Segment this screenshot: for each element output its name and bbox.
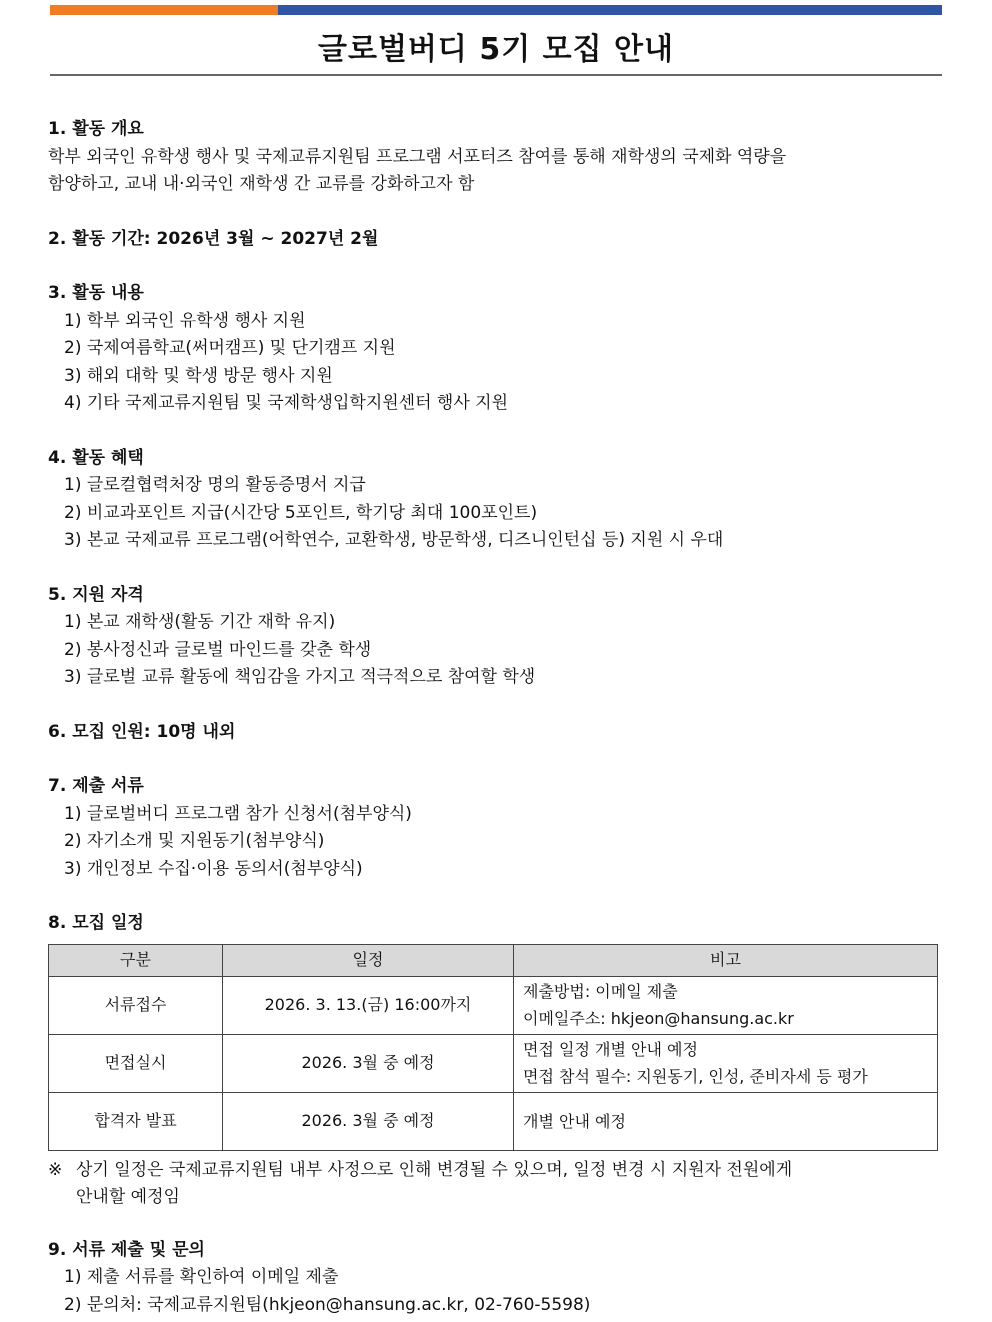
table-row [49, 976, 938, 1034]
column-header-schedule: 일정 [223, 944, 514, 976]
category-cell: 면접실시 [49, 1034, 223, 1092]
table-row [49, 1092, 938, 1150]
list-item: 2) 자기소개 및 지원동기(첨부양식) [64, 831, 325, 851]
section-heading: 1. 활동 개요 [48, 119, 144, 139]
section-heading: 9. 서류 제출 및 문의 [48, 1239, 205, 1260]
list-item: 2) 비교과포인트 지급(시간당 5포인트, 학기당 최대 100포인트) [64, 502, 538, 523]
section-heading: 8. 모집 일정 [48, 913, 144, 933]
note-mark: ※ [48, 1159, 63, 1180]
top-accent-orange [50, 5, 278, 15]
list-item: 2) 문의처: 국제교류지원팀(hkjeon@hansung.ac.kr, 02-760-5598) [64, 1294, 591, 1315]
section-overview [48, 116, 928, 199]
section-period [48, 226, 928, 254]
section-benefits [48, 445, 928, 555]
section-heading: 2. 활동 기간: 2026년 3월 ~ 2027년 2월 [48, 228, 379, 249]
section-activities [48, 280, 928, 418]
list-item: 1) 학부 외국인 유학생 행사 지원 [64, 310, 306, 331]
list-item: 1) 제출 서류를 확인하여 이메일 제출 [64, 1267, 339, 1287]
section-heading: 7. 제출 서류 [48, 776, 144, 796]
remark-line: 면접 참석 필수: 지원동기, 인성, 준비자세 등 평가 [523, 1067, 868, 1086]
list-item: 1) 본교 재학생(활동 기간 재학 유지) [64, 612, 336, 632]
table-row [49, 1034, 938, 1092]
category-cell: 서류접수 [49, 976, 223, 1034]
section-recruit-count [48, 719, 928, 747]
section-heading: 4. 활동 혜택 [48, 447, 144, 468]
document-body [48, 116, 928, 1319]
table-header-row [49, 944, 938, 976]
list-item: 3) 글로벌 교류 활동에 책임감을 가지고 적극적으로 참여할 학생 [64, 667, 536, 687]
section-eligibility [48, 582, 928, 692]
title-divider [50, 74, 942, 76]
section-heading: 3. 활동 내용 [48, 283, 144, 303]
remark-line: 제출방법: 이메일 제출 [523, 982, 678, 1001]
list-item: 1) 글로컬협력처장 명의 활동증명서 지급 [64, 475, 366, 495]
list-item: 3) 해외 대학 및 학생 방문 행사 지원 [64, 365, 333, 386]
category-cell: 합격자 발표 [49, 1092, 223, 1150]
list-item: 2) 국제여름학교(써머캠프) 및 단기캠프 지원 [64, 338, 396, 358]
remarks-cell [514, 976, 938, 1034]
column-header-remarks: 비고 [514, 944, 938, 976]
list-item: 2) 봉사정신과 글로벌 마인드를 갖춘 학생 [64, 639, 372, 660]
column-header-category: 구분 [49, 944, 223, 976]
top-accent-blue [278, 5, 942, 15]
schedule-cell: 2026. 3. 13.(금) 16:00까지 [223, 976, 514, 1034]
section-schedule [48, 910, 928, 1212]
note-text [76, 1157, 792, 1212]
list-item: 1) 글로벌버디 프로그램 참가 신청서(첨부양식) [64, 803, 412, 824]
schedule-note [48, 1157, 928, 1212]
list-item: 3) 개인정보 수집·이용 동의서(첨부양식) [64, 858, 363, 879]
schedule-cell: 2026. 3월 중 예정 [223, 1034, 514, 1092]
schedule-table [48, 944, 938, 1151]
list-item: 3) 본교 국제교류 프로그램(어학연수, 교환학생, 방문학생, 디즈니인턴십 등) 지원 시 우대 [64, 530, 724, 550]
section-documents [48, 773, 928, 883]
overview-line: 학부 외국인 유학생 행사 및 국제교류지원팀 프로그램 서포터즈 참여를 통해 재학생의 국제화 역량을 [48, 146, 787, 167]
schedule-cell: 2026. 3월 중 예정 [223, 1092, 514, 1150]
remarks-cell [514, 1092, 938, 1150]
top-accent-bar [50, 5, 942, 15]
remarks-cell [514, 1034, 938, 1092]
note-line: 상기 일정은 국제교류지원팀 내부 사정으로 인해 변경될 수 있으며, 일정 변경 시 지원자 전원에게 [76, 1159, 793, 1180]
remark-line: 개별 안내 예정 [523, 1111, 626, 1131]
section-submission [48, 1237, 928, 1320]
note-line: 안내할 예정임 [76, 1187, 180, 1207]
section-heading: 6. 모집 인원: 10명 내외 [48, 721, 236, 742]
remark-line: 면접 일정 개별 안내 예정 [523, 1040, 698, 1059]
page-title: 글로벌버디 5기 모집 안내 [317, 32, 674, 67]
section-heading: 5. 지원 자격 [48, 584, 144, 605]
overview-line: 함양하고, 교내 내·외국인 재학생 간 교류를 강화하고자 함 [48, 174, 475, 194]
remark-line: 이메일주소: hkjeon@hansung.ac.kr [523, 1009, 794, 1028]
list-item: 4) 기타 국제교류지원팀 및 국제학생입학지원센터 행사 지원 [64, 393, 508, 413]
